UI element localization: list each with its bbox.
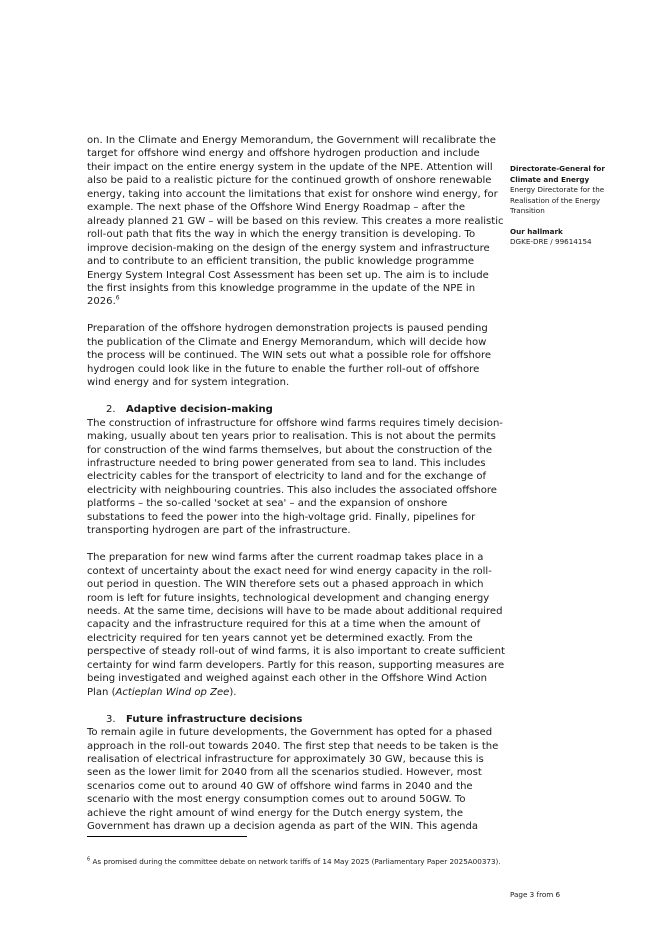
footnote-reference[interactable]: 6 <box>115 295 120 303</box>
footnote-text: As promised during the committee debate on network tariffs of 14 May 2025 (Parliamentary Paper 2025A00373). <box>92 857 501 866</box>
paragraph: on. In the Climate and Energy Memorandum, the Government will recalibrate the target for offshore wind energy and offshore hydrogen production and include their impact on the entire energy system in the update of the NPE. Attention will also be paid to a realistic picture for the continued growth of onshore renewable energy, taking into account the limitations that exist for onshore wind energy, for example. The next phase of the Offshore Wind Energy Roadmap – after the already planned 21 GW – will be based on this review. This creates a more realistic roll-out path that fits the way in which the energy transition is developing. To improve decision-making on the design of the energy system and infrastructure and to contribute to an efficient transition, the public knowledge programme Energy System Integral Cost Assessment has been set up. The aim is to include the first insights from this knowledge programme in the update of the NPE in 2026.$^6$ <box>87 135 504 308</box>
section-heading-future-infrastructure-decisions: 3. Future infrastructure decisions <box>106 713 303 725</box>
hallmark-value: DGKE-DRE / 99614154 <box>510 237 592 246</box>
hallmark-block <box>510 227 630 248</box>
paragraph: Preparation of the offshore hydrogen demonstration projects is paused pending the publication of the Climate and Energy Memorandum, which will decide how the process will be continued. The WIN sets out what a possible role for offshore hydrogen could look like in the future to enable the further roll-out of offshore wind energy and for system integration. <box>87 323 492 389</box>
department-label: Directorate-General for Climate and Energy <box>510 164 605 184</box>
paragraph: The construction of infrastructure for offshore wind farms requires timely decision-making, usually about ten years prior to realisation. This is not about the permits for construction of the wind farms themselves, but about the construction of the infrastructure needed to bring power generated from sea to land. This includes electricity cables for the transport of electricity to land and for the exchange of electricity with neighbouring countries. This also includes the associated offshore platforms – the so-called 'socket at sea' – and the expansion of onshore substations to feed the power into the high-voltage grid. Finally, pipelines for transporting hydrogen are part of the infrastructure. <box>87 417 503 537</box>
department-subtitle: Energy Directorate for the Realisation of the Energy Transition <box>510 185 605 215</box>
hallmark-label: Our hallmark <box>510 226 563 236</box>
footnote-marker: 6 <box>87 856 91 863</box>
sidebar <box>510 164 630 258</box>
section-heading-adaptive-decision-making: 2. Adaptive decision-making <box>106 404 273 416</box>
footnote <box>87 857 507 868</box>
footnote-divider <box>87 836 247 837</box>
paragraph: To remain agile in future developments, the Government has opted for a phased approach in the roll-out towards 2040. The first step that needs to be taken is the realisation of electrical infrastructure for approximately 30 GW, because this is seen as the lower limit for 2040 from all the scenarios studied. However, most scenarios come out to around 40 GW of offshore wind farms in 2040 and the scenario with the most energy consumption comes out to around 50GW. To achieve the right amount of wind energy for the Dutch energy system, the Government has drawn up a decision agenda as part of the WIN. This agenda <box>87 727 499 833</box>
paragraph: The preparation for new wind farms after the current roadmap takes place in a context of uncertainty about the exact need for wind energy capacity in the roll-out period in question. The WIN therefore sets out a phased approach in which room is left for future insights, technological development and changing energy needs. At the same time, decisions will have to be made about additional required capacity and the infrastructure required for this at a time when the amount of electricity required for ten years cannot yet be determined exactly. From the perspective of steady roll-out of wind farms, it is also important to create sufficient certainty for wind farm developers. Partly for this reason, supporting measures are being investigated and weighed against each other in the Offshore Wind Action Plan (Actieplan Wind op Zee). <box>87 552 505 698</box>
department-block <box>510 164 630 217</box>
document-body <box>87 134 505 834</box>
page-number: Page 3 from 6 <box>510 890 561 899</box>
